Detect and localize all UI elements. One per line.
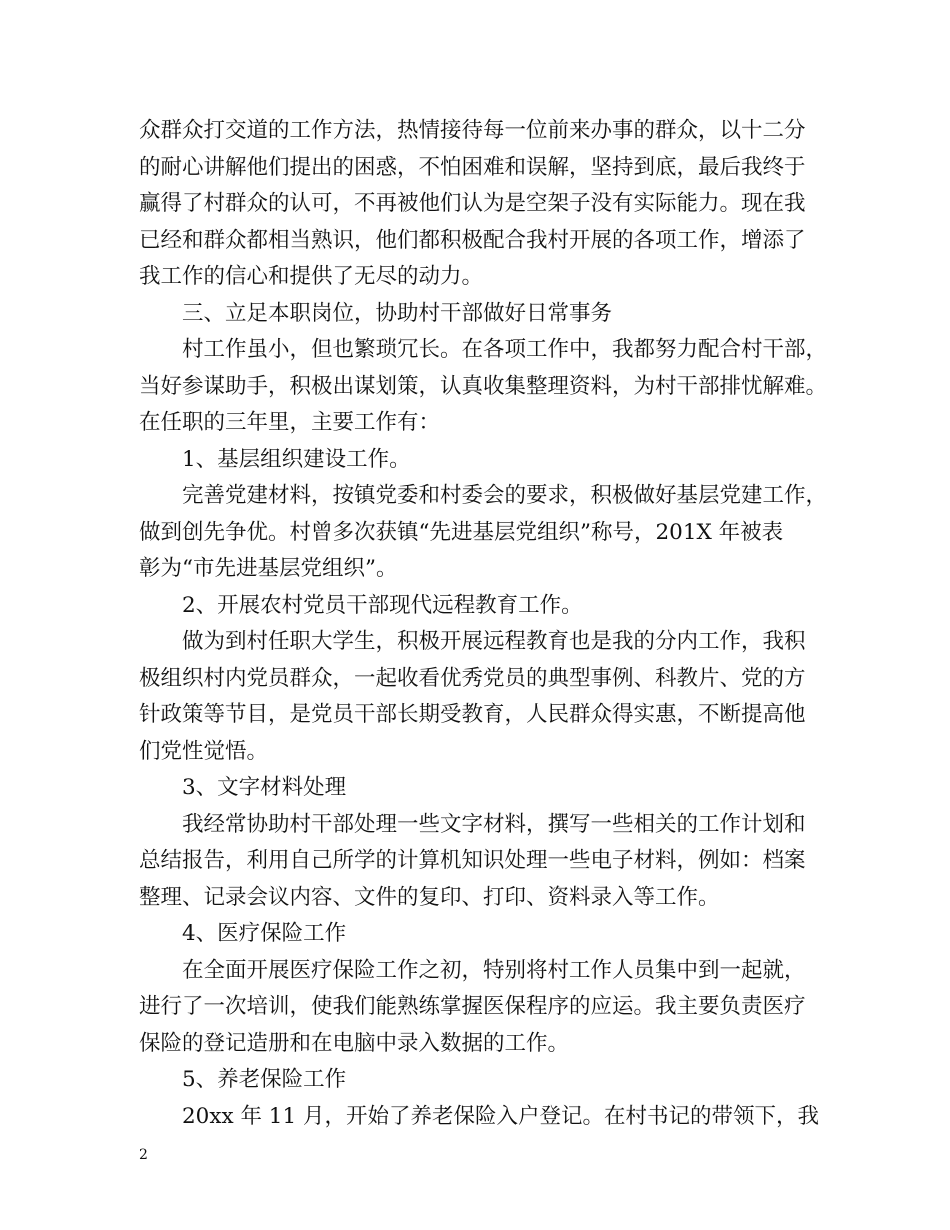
text-line: 整理、记录会议内容、文件的复印、打印、资料录入等工作。 — [139, 884, 720, 910]
text-line: 做到创先争优。村曾多次获镇“先进基层党组织”称号，201X 年被表 — [139, 519, 784, 545]
text-line: 们党性觉悟。 — [139, 738, 269, 764]
text-line: 彰为“市先进基层党组织”。 — [139, 556, 398, 581]
text-line: 赢得了村群众的认可，不再被他们认为是空架子没有实际能力。现在我 — [139, 191, 806, 216]
document-body — [139, 113, 829, 1135]
text-line: 在任职的三年里，主要工作有： — [139, 410, 441, 435]
text-line: 的耐心讲解他们提出的困惑，不怕困难和误解，坚持到底，最后我终于 — [139, 154, 806, 180]
text-line: 在全面开展医疗保险工作之初，特别将村工作人员集中到一起就， — [182, 957, 806, 983]
text-line: 我经常协助村干部处理一些文字材料，撰写一些相关的工作计划和 — [182, 811, 806, 837]
item-heading: 4、医疗保险工作 — [182, 921, 347, 946]
text-line: 极组织村内党员群众，一起收看优秀党员的典型事例、科教片、党的方 — [139, 665, 806, 691]
item-heading: 2、开展农村党员干部现代远程教育工作。 — [182, 592, 583, 618]
item-heading: 1、基层组织建设工作。 — [182, 446, 411, 472]
item-heading: 5、养老保险工作 — [182, 1067, 347, 1092]
text-line: 进行了一次培训，使我们能熟练掌握医保程序的应运。我主要负责医疗 — [139, 994, 806, 1019]
text-line: 村工作虽小，但也繁琐冗长。在各项工作中，我都努力配合村干部， — [182, 337, 828, 362]
text-line: 我工作的信心和提供了无尽的动力。 — [139, 264, 484, 289]
item-heading: 3、文字材料处理 — [182, 775, 347, 800]
text-line: 已经和群众都相当熟识，他们都积极配合我村开展的各项工作，增添了 — [139, 227, 806, 253]
text-line: 保险的登记造册和在电脑中录入数据的工作。 — [139, 1030, 570, 1056]
text-line: 总结报告，利用自己所学的计算机知识处理一些电子材料，例如：档案 — [139, 848, 806, 873]
text-line: 20xx 年 11 月，开始了养老保险入户登记。在村书记的带领下，我 — [182, 1103, 819, 1129]
text-line: 众群众打交道的工作方法，热情接待每一位前来办事的群众，以十二分 — [139, 118, 806, 143]
text-line: 做为到村任职大学生，积极开展远程教育也是我的分内工作，我积 — [182, 629, 806, 654]
section-heading: 三、立足本职岗位，协助村干部做好日常事务 — [182, 300, 613, 326]
text-line: 完善党建材料，按镇党委和村委会的要求，积极做好基层党建工作， — [182, 483, 828, 508]
text-line: 针政策等节目，是党员干部长期受教育，人民群众得实惠，不断提高他 — [139, 702, 806, 727]
page-number: 2 — [139, 1147, 148, 1163]
text-line: 当好参谋助手，积极出谋划策，认真收集整理资料，为村干部排忧解难。 — [139, 373, 828, 399]
